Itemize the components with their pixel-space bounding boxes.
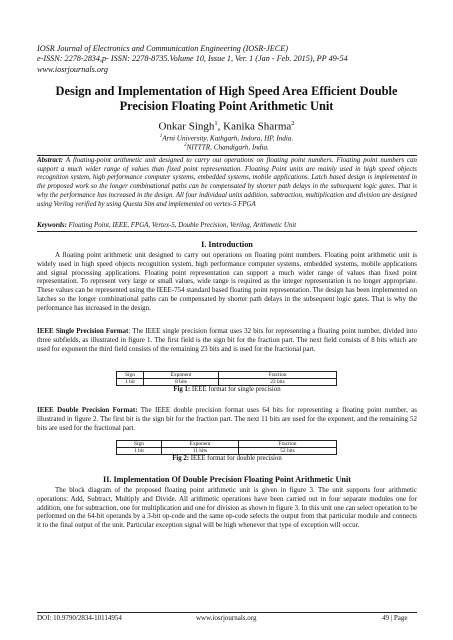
paper-title-line1: Design and Implementation of High Speed Area Efficient Double <box>55 84 398 98</box>
single-precision-text: : The IEEE single precision format uses 32 bits for representing a floating point number, divided into three subfields, as illustrated in figure 1. The first field is the sign bit for the fraction part. The next field consists of 8 bits which are used for exponent the third field consists of the remaining 23 bits and is used for the fractional part. <box>37 327 417 353</box>
journal-issn: e-ISSN: 2278-2834,p- ISSN: 2278-8735.Volume 10, Issue 1, Ver. 1 (Jan - Feb. 2015), PP 49-54 <box>37 54 348 64</box>
cell-sign-bits: 1 bit <box>117 379 144 386</box>
cell-exponent-bits: 11 bits <box>162 448 239 455</box>
paper-title <box>28 84 425 114</box>
cell-fraction-bits: 23 bits <box>219 379 337 386</box>
journal-name: IOSR Journal of Electronics and Communication Engineering (IOSR-JECE) <box>37 44 288 53</box>
double-precision-text: The IEEE double precision format uses 64 bits for representing a floating point number, as illustrated in figure 2. The first bit is the sign bit for the fraction part. The next 11 bits are used for the exponent, and the remaining 52 bits are used for the fractional part. <box>37 406 417 432</box>
author-1-sup: 1 <box>214 120 218 127</box>
figure-2-caption-text: IEEE format for double precision <box>189 455 282 462</box>
implementation-paragraph: The block diagram of the proposed floating point arithmetic unit is given in figure 3. The unit supports four arithmetic operations: Add, Subtract, Multiply and Divide. All arithmetic operations have been carried out in four separate modules one for addition, one for subtraction, one for multiplication and one for division as shown in figure 3. In this unit one can select operation to be performed on the 64-bit operands by a 3-bit op-code and the same op-code selects the output from that particular module and connects it to the final output of the unit. Particular exception signal will be high whenever that type of exception will occur. <box>37 486 417 529</box>
keywords <box>37 222 417 231</box>
single-precision-label: IEEE Single Precision Format <box>37 327 129 335</box>
section-heading-introduction: I. Introduction <box>201 240 253 249</box>
keywords-text: Floating Point, IEEE, FPGA, Vertex-5, Double Precision, Verilog, Arithmetic Unit <box>68 222 297 229</box>
abstract <box>37 157 417 209</box>
rule-bottom <box>37 231 417 232</box>
author-2-sup: 2 <box>291 120 295 127</box>
journal-url: www.iosrjournals.org <box>37 64 108 74</box>
affiliation-1-sup: 1 <box>159 134 163 139</box>
author-separator: , <box>217 120 224 133</box>
cell-fraction-bits: 52 bits <box>239 448 337 455</box>
affiliation-2 <box>28 141 425 152</box>
table-row <box>117 448 337 455</box>
figure-2-caption <box>37 455 417 463</box>
header-sign: Sign <box>117 441 162 448</box>
intro-paragraph: A floating point arithmetic unit designed to carry out operations on floating point numbers. Floating point arithmetic unit is widely used in high speed objects recognition system, high performance computer systems, embedded systems, mobile applications and signal processing applications. Floating point representation can support a much wider range of values than fixed point representation. To represent very large or small values, wide range is required as the integer representation is no longer appropriate. These values can be represented using the IEEE-754 standard based floating point representation. The design has been implemented on latches so the longer combinational paths can be compensated by shorter path delays in the subsequent logic gates. That is why the performance has increased in the design. <box>37 251 417 312</box>
affiliation-1-text: Arni University, Kathgarh, Indora, HP, India. <box>162 134 294 143</box>
table-row <box>117 441 337 448</box>
paper-title-line2: Precision Floating Point Arithmetic Unit <box>119 99 334 113</box>
table-row <box>117 379 337 386</box>
double-precision-format-table <box>116 440 337 455</box>
footer-page-number: 49 | Page <box>382 614 408 622</box>
section-heading-implementation: II. Implementation Of Double Precision Floating Point Arithmetic Unit <box>103 475 351 484</box>
author-1: Onkar Singh <box>158 120 215 133</box>
figure-1-caption-text: IEEE format for single precision <box>190 386 281 393</box>
header-fraction: Fraction <box>239 441 337 448</box>
double-precision-label: IEEE Double Precision Format: <box>37 406 138 414</box>
journal-header <box>37 44 417 75</box>
header-exponent: Exponent <box>144 372 219 379</box>
keywords-label: Keywords: <box>37 222 67 229</box>
footer-rule <box>37 612 417 613</box>
author-2: Kanika Sharma <box>223 120 292 133</box>
header-fraction: Fraction <box>219 372 337 379</box>
figure-1-caption <box>37 386 417 394</box>
affiliation-2-text: NITTTR, Chandigarh, India. <box>186 143 269 152</box>
footer-site: www.iosrjournals.org <box>196 614 257 622</box>
footer-doi: DOI: 10.9790/2834-10114954 <box>37 614 122 622</box>
table-row <box>117 372 337 379</box>
abstract-label: Abstract: <box>37 157 64 164</box>
rule-top <box>37 155 417 156</box>
cell-exponent-bits: 8 bits <box>144 379 219 386</box>
header-exponent: Exponent <box>162 441 239 448</box>
affiliation-2-sup: 2 <box>184 143 187 148</box>
cell-sign-bits: 1 bit <box>117 448 162 455</box>
single-precision-paragraph <box>37 327 417 353</box>
figure-1-label: Fig 1: <box>173 386 191 393</box>
figure-2-label: Fig 2: <box>172 455 190 462</box>
double-precision-paragraph <box>37 406 417 432</box>
abstract-text: A floating-point arithmetic unit designed to carry out operations on floating point numbers. Floating point numbers can support a much wider range of values than fixed point representation. Floating Point units are mainly used in high speed objects recognition system, high performance computer systems, embedded systems, mobile applications. Latch based design is implemented in the proposed work so the longer combinational paths can be compensated by shorter path delays in the subsequent logic gates. That is why the performance has increased in the design. All four individual units addition, subtraction, multiplication and division are designed using Verilog verified by using Questa Sim and implemented on vertex-5 FPGA <box>37 157 417 208</box>
header-sign: Sign <box>117 372 144 379</box>
single-precision-format-table <box>116 371 337 386</box>
